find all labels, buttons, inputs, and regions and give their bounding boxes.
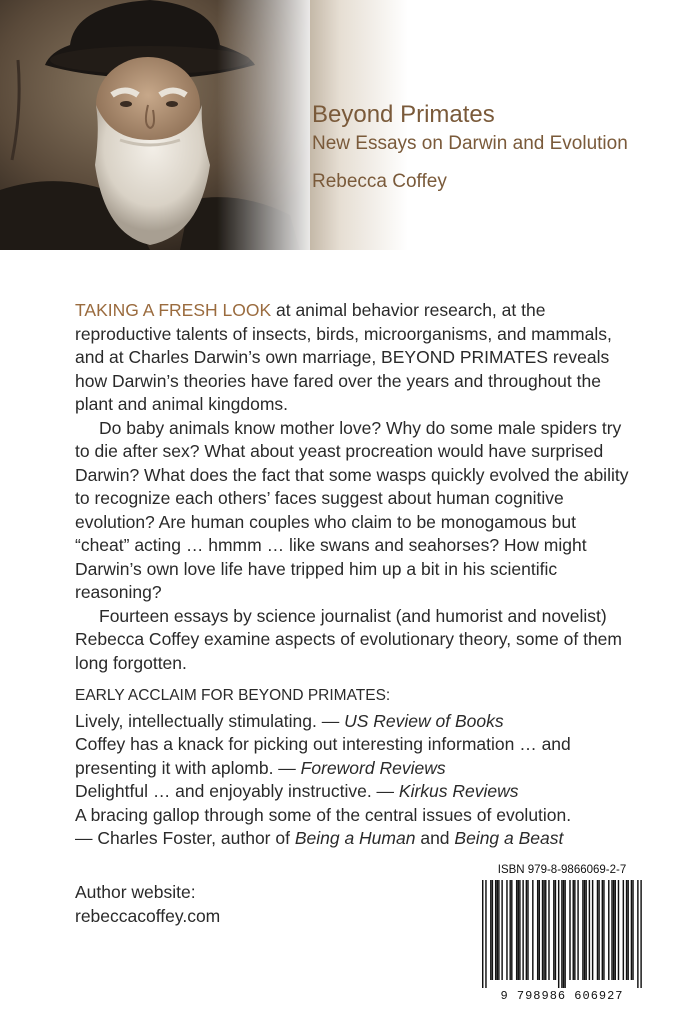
- acclaim-quote-3: [75, 780, 645, 804]
- book-description: [75, 299, 635, 675]
- barcode-bar: [501, 880, 502, 980]
- barcode-bar: [518, 880, 519, 980]
- barcode-bar: [548, 880, 549, 980]
- barcode-bar: [519, 880, 520, 980]
- darwin-portrait: [0, 0, 310, 250]
- barcode-bar: [532, 880, 533, 980]
- book-title-2: Being a Beast: [454, 828, 564, 848]
- quote-text: Lively, intellectually stimulating. —: [75, 710, 345, 731]
- barcode-bar: [626, 880, 627, 980]
- quote-source: Foreword Reviews: [300, 757, 446, 778]
- barcode-bar: [640, 880, 641, 988]
- barcode-bar: [558, 880, 559, 988]
- barcode-bar: [602, 880, 603, 980]
- barcode-bar: [539, 880, 540, 980]
- acclaim-quote-1: [75, 710, 645, 734]
- description-paragraph-1: [75, 299, 635, 417]
- acclaim-quote-2: [75, 733, 645, 780]
- barcode-bar: [511, 880, 512, 980]
- barcode-bar: [561, 880, 562, 988]
- barcode-bar: [574, 880, 575, 980]
- barcode-bar: [492, 880, 493, 980]
- book-subtitle: New Essays on Darwin and Evolution: [312, 133, 628, 154]
- barcode-bar: [545, 880, 546, 980]
- barcode-bar: [589, 880, 590, 980]
- barcode-bar: [585, 880, 586, 980]
- barcode-bar: [577, 880, 578, 980]
- barcode-bar: [482, 880, 483, 988]
- barcode-bar: [631, 880, 632, 980]
- barcode-bar: [516, 880, 517, 980]
- book-title-1: Being a Human: [294, 828, 416, 848]
- quote-source: US Review of Books: [344, 710, 504, 731]
- book-author: Rebecca Coffey: [312, 171, 447, 192]
- barcode-bar: [597, 880, 598, 980]
- barcode-bar: [537, 880, 538, 980]
- barcode-bar: [495, 880, 496, 980]
- cover-header: [0, 0, 680, 250]
- barcode-bar: [509, 880, 510, 980]
- barcode-bar: [485, 880, 486, 988]
- barcode-bars: [482, 880, 642, 988]
- barcode-bar: [563, 880, 564, 988]
- description-paragraph-2: Do baby animals know mother love? Why do some male spiders try to die after sex? What about yeast procreation would have surprised Darwin? What does the fact that some wasps quickly evolved the ability to recognize each others’ faces suggest about human cognitive evolution? Are human couples who claim to be monogamous but “cheat” acting … hmmm … like swans and seahorses? How might Darwin’s own love life have tripped him up a bit in his scientific reasoning?: [75, 417, 629, 602]
- barcode-bar: [497, 880, 498, 980]
- title-block: [312, 100, 652, 194]
- barcode-bar: [584, 880, 585, 980]
- book-title: Beyond Primates: [312, 101, 495, 128]
- barcode-digits: 9 798986 606927: [500, 989, 624, 1003]
- description-paragraph-3: Fourteen essays by science journalist (and humorist and novelist) Rebecca Coffey examine aspects of evolutionary theory, some of them long forgotten.: [75, 605, 622, 673]
- description-lead: TAKING A FRESH LOOK: [75, 300, 272, 320]
- barcode-bar: [543, 880, 544, 980]
- barcode-bar: [592, 880, 593, 980]
- attribution-prefix: — Charles Foster, author of: [75, 828, 295, 848]
- barcode-bar: [611, 880, 612, 980]
- barcode-bar: [542, 880, 543, 980]
- description-p1-text: at animal behavior research, at the reproductive talents of insects, birds, microorganisms, and mammals, and at Charles Darwin’s own marriage, BEYOND PRIMATES reveals how Darwin’s theories have fared over the years and throughout the plant and animal kingdoms.: [75, 300, 612, 414]
- isbn-barcode: [474, 862, 650, 1012]
- barcode-bar: [555, 880, 556, 980]
- barcode-bar: [582, 880, 583, 980]
- barcode-bar: [623, 880, 624, 980]
- barcode-bar: [564, 880, 565, 988]
- barcode-bar: [506, 880, 507, 980]
- attribution-and: and: [415, 828, 455, 848]
- barcode-bar: [608, 880, 609, 980]
- website-label: Author website:: [75, 882, 196, 902]
- acclaim-heading: EARLY ACCLAIM FOR BEYOND PRIMATES:: [75, 687, 391, 704]
- acclaim-quote-4: [75, 804, 645, 828]
- barcode-bar: [490, 880, 491, 980]
- barcode-bar: [632, 880, 633, 980]
- quote-text: A bracing gallop through some of the central issues of evolution.: [75, 804, 572, 825]
- website-url[interactable]: rebeccacoffey.com: [75, 906, 221, 926]
- barcode-bar: [526, 880, 527, 980]
- barcode-bar: [573, 880, 574, 980]
- quote-source: Kirkus Reviews: [398, 781, 519, 801]
- barcode-bar: [603, 880, 604, 980]
- barcode-bar: [618, 880, 619, 980]
- quote-text: Coffey has a knack for picking out interesting information … and presenting it with aplomb. —: [75, 734, 571, 778]
- barcode-bar: [569, 880, 570, 980]
- barcode-bar: [598, 880, 599, 980]
- barcode-bar: [613, 880, 614, 980]
- barcode-bar: [522, 880, 523, 980]
- isbn-number: ISBN 979-8-9866069-2-7: [497, 864, 627, 876]
- acclaim-section: [75, 684, 645, 851]
- barcode-bar: [637, 880, 638, 988]
- barcode-bar: [527, 880, 528, 980]
- barcode-bar: [498, 880, 499, 980]
- barcode-bar: [627, 880, 628, 980]
- quote-text: Delightful … and enjoyably instructive. —: [75, 781, 399, 801]
- acclaim-quote-4-attribution: [75, 827, 645, 851]
- barcode-bar: [615, 880, 616, 980]
- author-website: [75, 880, 375, 928]
- barcode-bar: [553, 880, 554, 980]
